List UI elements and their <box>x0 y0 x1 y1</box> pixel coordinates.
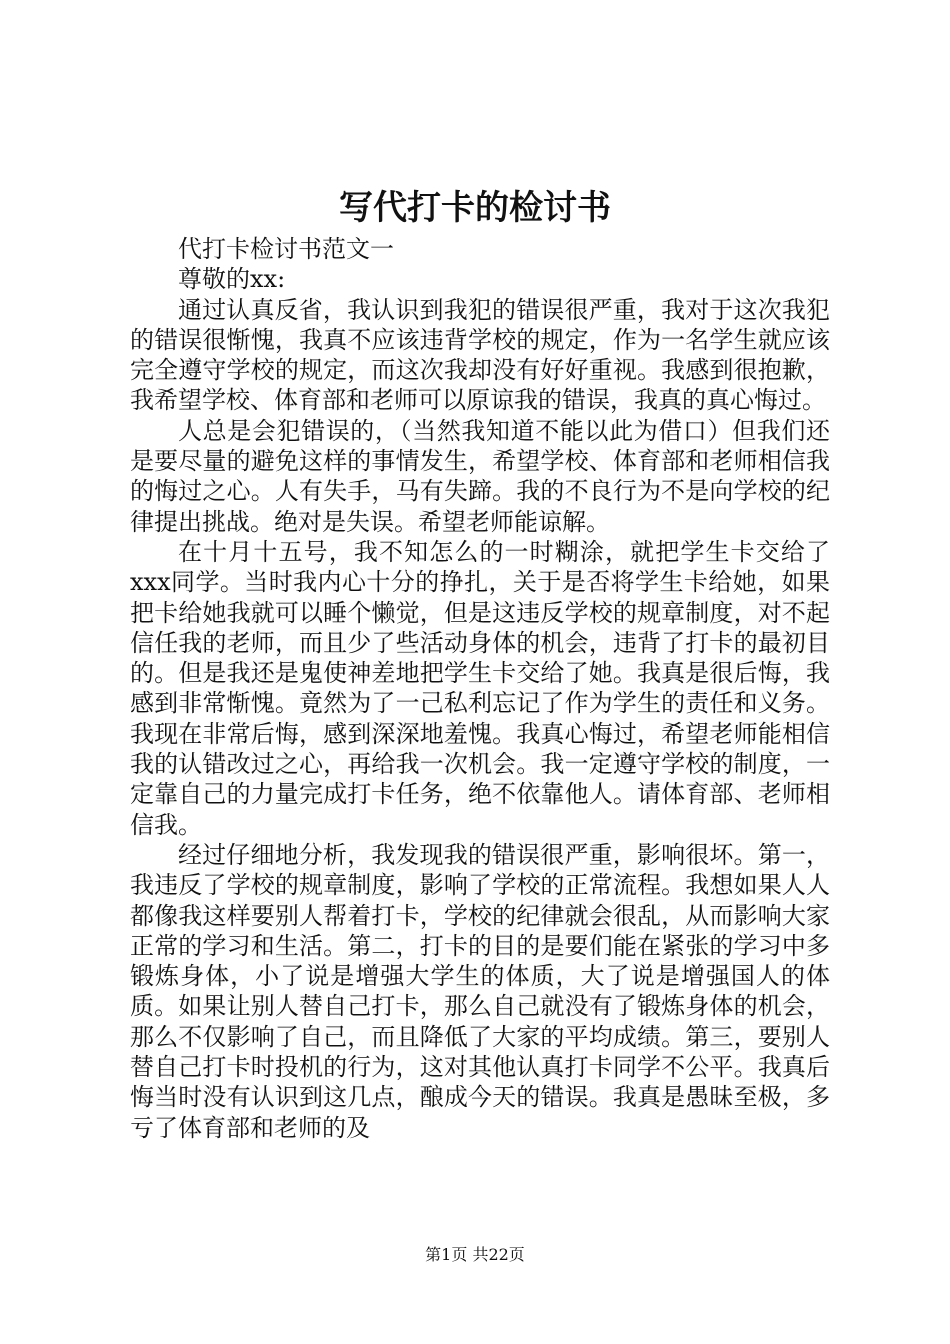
paragraph-body: 通过认真反省，我认识到我犯的错误很严重，我对于这次我犯的错误很惭愧，我真不应该违背学校的规定，作为一名学生就应该完全遵守学校的规定，而这次我却没有好好重视。我感到很抱歉，我希望学校、体育部和老师可以原谅我的错误，我真的真心悔过。 <box>130 295 830 415</box>
paragraph-salutation: 尊敬的xx: <box>178 265 286 294</box>
paragraph-body: 在十月十五号，我不知怎么的一时糊涂，就把学生卡交给了xxx同学。当时我内心十分的挣扎，关于是否将学生卡给她，如果把卡给她我就可以睡个懒觉，但是这违反学校的规章制度，对不起信任我的老师，而且少了些活动身体的机会，违背了打卡的最初目的。但是我还是鬼使神差地把学生卡交给了她。我真是很后悔，我感到非常惭愧。竟然为了一己私利忘记了作为学生的责任和义务。我现在非常后悔，感到深深地羞愧。我真心悔过，希望老师能相信我的认错改过之心，再给我一次机会。我一定遵守学校的制度，一定靠自己的力量完成打卡任务，绝不依靠他人。请体育部、老师相信我。 <box>130 537 830 839</box>
paragraph-body: 人总是会犯错误的，（当然我知道不能以此为借口）但我们还是要尽量的避免这样的事情发生，希望学校、体育部和老师相信我的悔过之心。人有失手，马有失蹄。我的不良行为不是向学校的纪律提出挑战。绝对是失误。希望老师能谅解。 <box>130 416 830 536</box>
paragraph-body: 经过仔细地分析，我发现我的错误很严重，影响很坏。第一，我违反了学校的规章制度，影响了学校的正常流程。我想如果人人都像我这样要别人帮着打卡，学校的纪律就会很乱，从而影响大家正常的学习和生活。第二，打卡的目的是要们能在紧张的学习中多锻炼身体，小了说是增强大学生的体质，大了说是增强国人的体质。如果让别人替自己打卡，那么自己就没有了锻炼身体的机会，那么不仅影响了自己，而且降低了大家的平均成绩。第三，要别人替自己打卡时投机的行为，这对其他认真打卡同学不公平。我真后悔当时没有认识到这几点，酿成今天的错误。我真是愚昧至极，多亏了体育部和老师的及 <box>130 840 830 1142</box>
page-number-footer: 第1页 共22页 <box>425 1245 525 1264</box>
paragraph-heading: 代打卡检讨书范文一 <box>178 235 394 263</box>
document-body <box>130 234 830 1143</box>
document-title: 写代打卡的检讨书 <box>339 188 611 228</box>
